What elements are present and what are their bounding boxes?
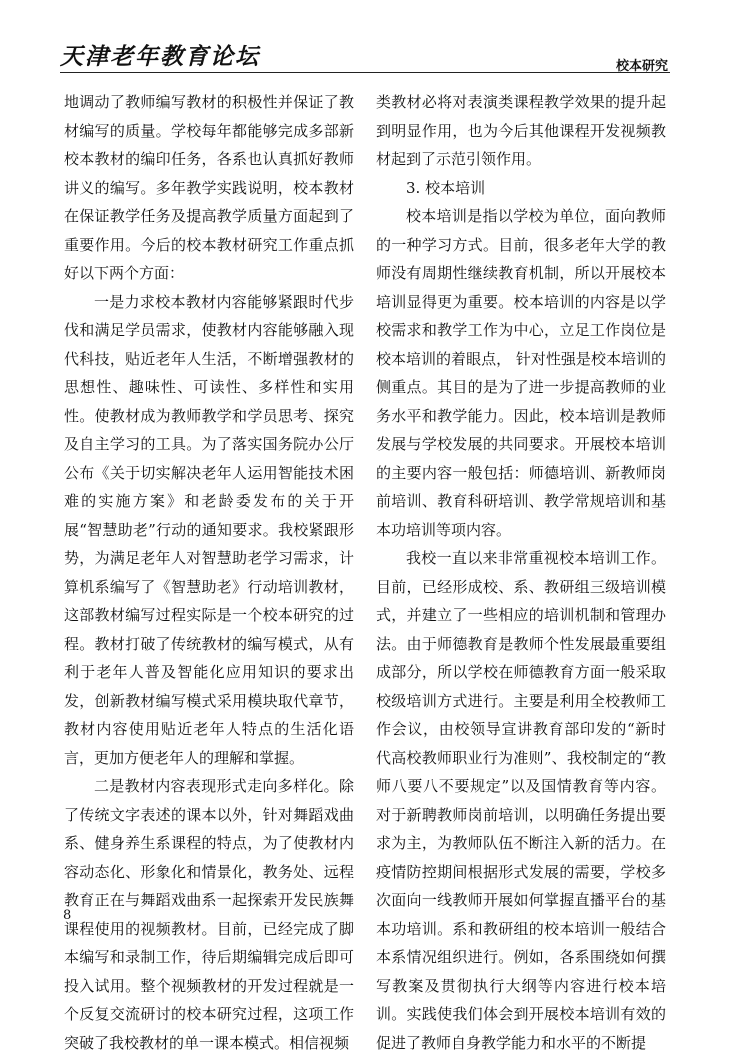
page-number: 8 [63, 908, 72, 923]
right-column [376, 88, 666, 1057]
journal-title: 天津老年教育论坛 [60, 43, 260, 70]
paragraph: 二是教材内容表现形式走向多样化。除了传统文字表述的课本以外，针对舞蹈戏曲系、健身养生系课程的特点，为了使教材内容动态化、形象化和情景化，教务处、远程教育正在与舞蹈戏曲系一起探索开发民族舞课程使用的视频教材。目前，已经完成了脚本编写和录制工作，待后期编辑完成后即可投入试用。整个视频教材的开发过程就是一个反复交流研讨的校本研究过程，这项工作突破了我校教材的单一课本模式。相信视频 [64, 777, 354, 1052]
paragraph: 我校一直以来非常重视校本培训工作。目前，已经形成校、系、教研组三级培训模式，并建立了一些相应的培训机制和管理办法。由于师德教育是教师个性发展最重要组成部分，所以学校在师德教育方面一般采取校级培训方式进行。主要是利用全校教师工作会议，由校领导宣讲教育部印发的“新时代高校教师职业行为准则”、我校制定的“教师八要八不要规定”以及国情教育等内容。对于新聘教师岗前培训，以明确任务提出要求为主，为教师队伍不断注入新的活力。在疫情防控期间根据形式发展的需要，学校多次面向一线教师开展如何掌握直播平台的基本功培训。系和教研组的校本培训一般结合本系情况组织进行。例如，各系围绕如何撰写教案及贯彻执行大纲等内容进行校本培训。实践使我们体会到开展校本培训有效的促进了教师自身教学能力和水平的不断提 [376, 549, 666, 1052]
paragraph: 校本培训是指以学校为单位，面向教师的一种学习方式。目前，很多老年大学的教师没有周期性继续教育机制，所以开展校本培训显得更为重要。校本培训的内容是以学校需求和教学工作为中心，立足工作岗位是校本培训的着眼点， 针对性强是校本培训的侧重点。其目的是为了进一步提高教师的业务水平和教学能力。因此，校本培训是教师发展与学校发展的共同要求。开展校本培训的主要内容一般包括：师德培训、新教师岗前培训、教育科研培训、教学常规培训和基本功培训等项内容。 [376, 207, 666, 539]
paragraph: 一是力求校本教材内容能够紧跟时代步伐和满足学员需求，使教材内容能够融入现代科技，贴近老年人生活，不断增强教材的思想性、趣味性、可读性、多样性和实用性。使教材成为教师教学和学员思考、探究及自主学习的工具。为了落实国务院办公厅公布《关于切实解决老年人运用智能技术困难的实施方案》和老龄委发布的关于开展“智慧助老”行动的通知要求。我校紧跟形势，为满足老年人对智慧助老学习需求，计算机系编写了《智慧助老》行动培训教材，这部教材编写过程实际是一个校本研究的过程。教材打破了传统教材的编写模式，从有利于老年人普及智能化应用知识的要求出发，创新教材编写模式采用模块取代章节，教材内容使用贴近老年人特点的生活化语言，更加方便老年人的理解和掌握。 [64, 292, 354, 767]
left-column [64, 88, 354, 1057]
section-heading: 3. 校本培训 [406, 178, 486, 197]
paragraph: 地调动了教师编写教材的积极性并保证了教材编写的质量。学校每年都能够完成多部新校本教材的编印任务，各系也认真抓好教师讲义的编写。多年教学实践说明，校本教材在保证教学任务及提高教学质量方面起到了重要作用。今后的校本教材研究工作重点抓好以下两个方面： [64, 93, 354, 282]
section-label: 校本研究 [615, 59, 668, 74]
header-rule [60, 72, 670, 73]
paragraph: 类教材必将对表演类课程教学效果的提升起到明显作用，也为今后其他课程开发视频教材起到了示范引领作用。 [376, 93, 666, 168]
